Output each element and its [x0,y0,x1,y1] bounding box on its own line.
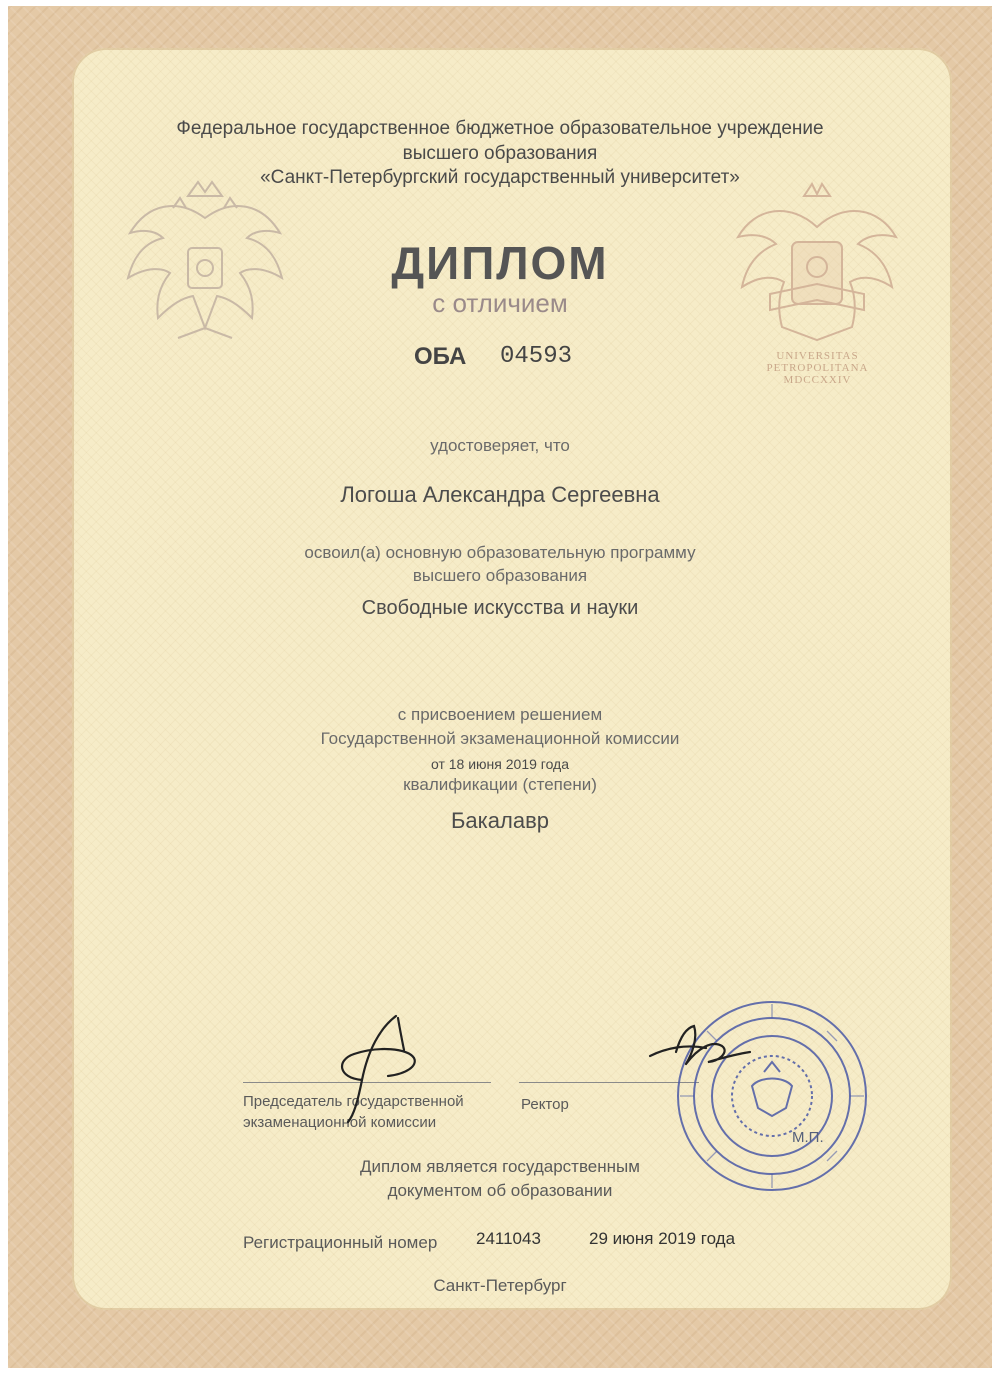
program-line-2: высшего образования [412,566,588,585]
rector-title: Ректор [521,1096,569,1113]
emblem-text-2: PETROPOLITANA [766,362,869,374]
chair-signature [318,1010,438,1125]
program-name: Свободные искусства и науки [361,597,639,619]
series-code: ОБА [414,343,467,370]
award-line-2: Государственной экзаменационной комиссии [320,729,680,748]
state-doc-line-1: Диплом является государственным [360,1157,640,1176]
registration-label: Регистрационный номер [243,1233,438,1252]
diploma-number: 04593 [500,343,573,370]
certifies-text: удостоверяет, что [430,436,570,455]
award-date: от 18 июня 2019 года [430,756,570,772]
graduate-name: Логоша Александра Сергеевна [340,482,660,507]
award-line-3: квалификации (степени) [403,775,597,794]
rector-signature [646,1018,756,1078]
document-subtitle: с отличием [432,288,568,318]
document-title: ДИПЛОМ [391,237,609,289]
city: Санкт-Петербург [433,1276,567,1295]
award-line-1: с присвоением решением [397,705,603,724]
header-line-2: высшего образования [402,143,598,164]
state-doc-line-2: документом об образовании [387,1181,613,1200]
registration-number: 2411043 [476,1229,541,1248]
emblem-text-1: UNIVERSITAS [776,350,859,362]
chair-title-1: Председатель государственной [243,1093,464,1110]
stamp-mark: М.П. [792,1129,824,1146]
issue-date: 29 июня 2019 года [589,1229,736,1248]
qualification: Бакалавр [450,808,549,833]
emblem-text-3: MDCCXXIV [783,374,852,386]
chair-title-2: экзаменационной комиссии [243,1114,437,1131]
header-line-1: Федеральное государственное бюджетное образовательное учреждение [176,118,824,139]
program-line-1: освоил(а) основную образовательную программу [304,543,696,562]
header-line-3: «Санкт-Петербургский государственный университет» [260,167,740,188]
